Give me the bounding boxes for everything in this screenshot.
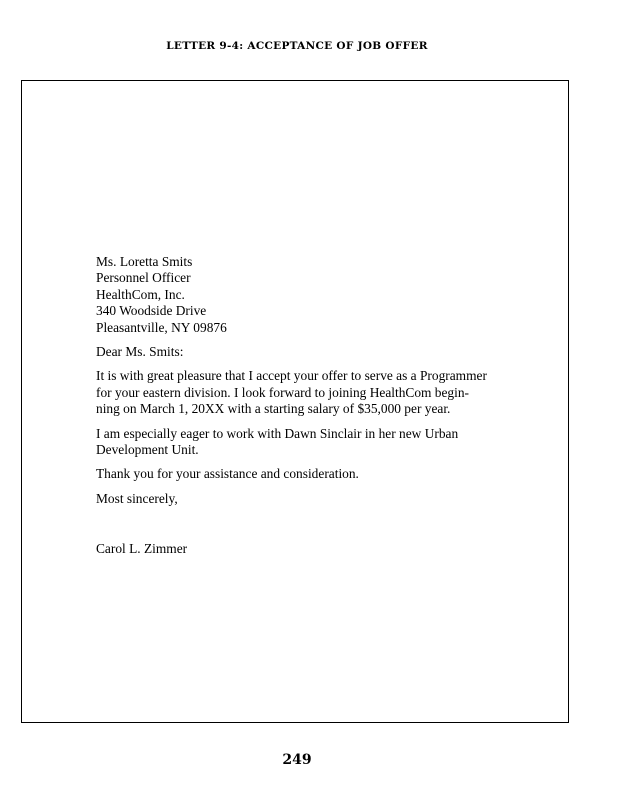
body-paragraph-1	[96, 368, 536, 417]
body-paragraph-3	[96, 466, 536, 482]
letter-body	[96, 254, 536, 558]
address-line-city: Pleasantville, NY 09876	[96, 319, 227, 335]
signature-name: Carol L. Zimmer	[96, 541, 188, 557]
address-line-title: Personnel Officer	[96, 270, 191, 286]
paragraph-line: for your eastern division. I look forward to joining HealthCom begin-	[96, 384, 470, 400]
address-line-company: HealthCom, Inc.	[96, 286, 185, 302]
paragraph-line: It is with great pleasure that I accept your offer to serve as a Programmer	[96, 368, 487, 384]
closing: Most sincerely,	[96, 490, 178, 506]
paragraph-line: ning on March 1, 20XX with a starting salary of $35,000 per year.	[96, 401, 451, 417]
address-line-street: 340 Woodside Drive	[96, 303, 207, 319]
address-line-name: Ms. Loretta Smits	[96, 254, 193, 269]
paragraph-line: I am especially eager to work with Dawn Sinclair in her new Urban	[96, 425, 459, 441]
letter-frame	[21, 80, 569, 723]
page-title: LETTER 9-4: ACCEPTANCE OF JOB OFFER	[166, 40, 428, 52]
paragraph-line: Development Unit.	[96, 442, 199, 458]
body-paragraph-2	[96, 426, 536, 459]
page-number: 249	[282, 752, 312, 768]
salutation: Dear Ms. Smits:	[96, 344, 184, 360]
paragraph-line: Thank you for your assistance and consideration.	[96, 466, 359, 482]
recipient-address	[96, 254, 536, 336]
